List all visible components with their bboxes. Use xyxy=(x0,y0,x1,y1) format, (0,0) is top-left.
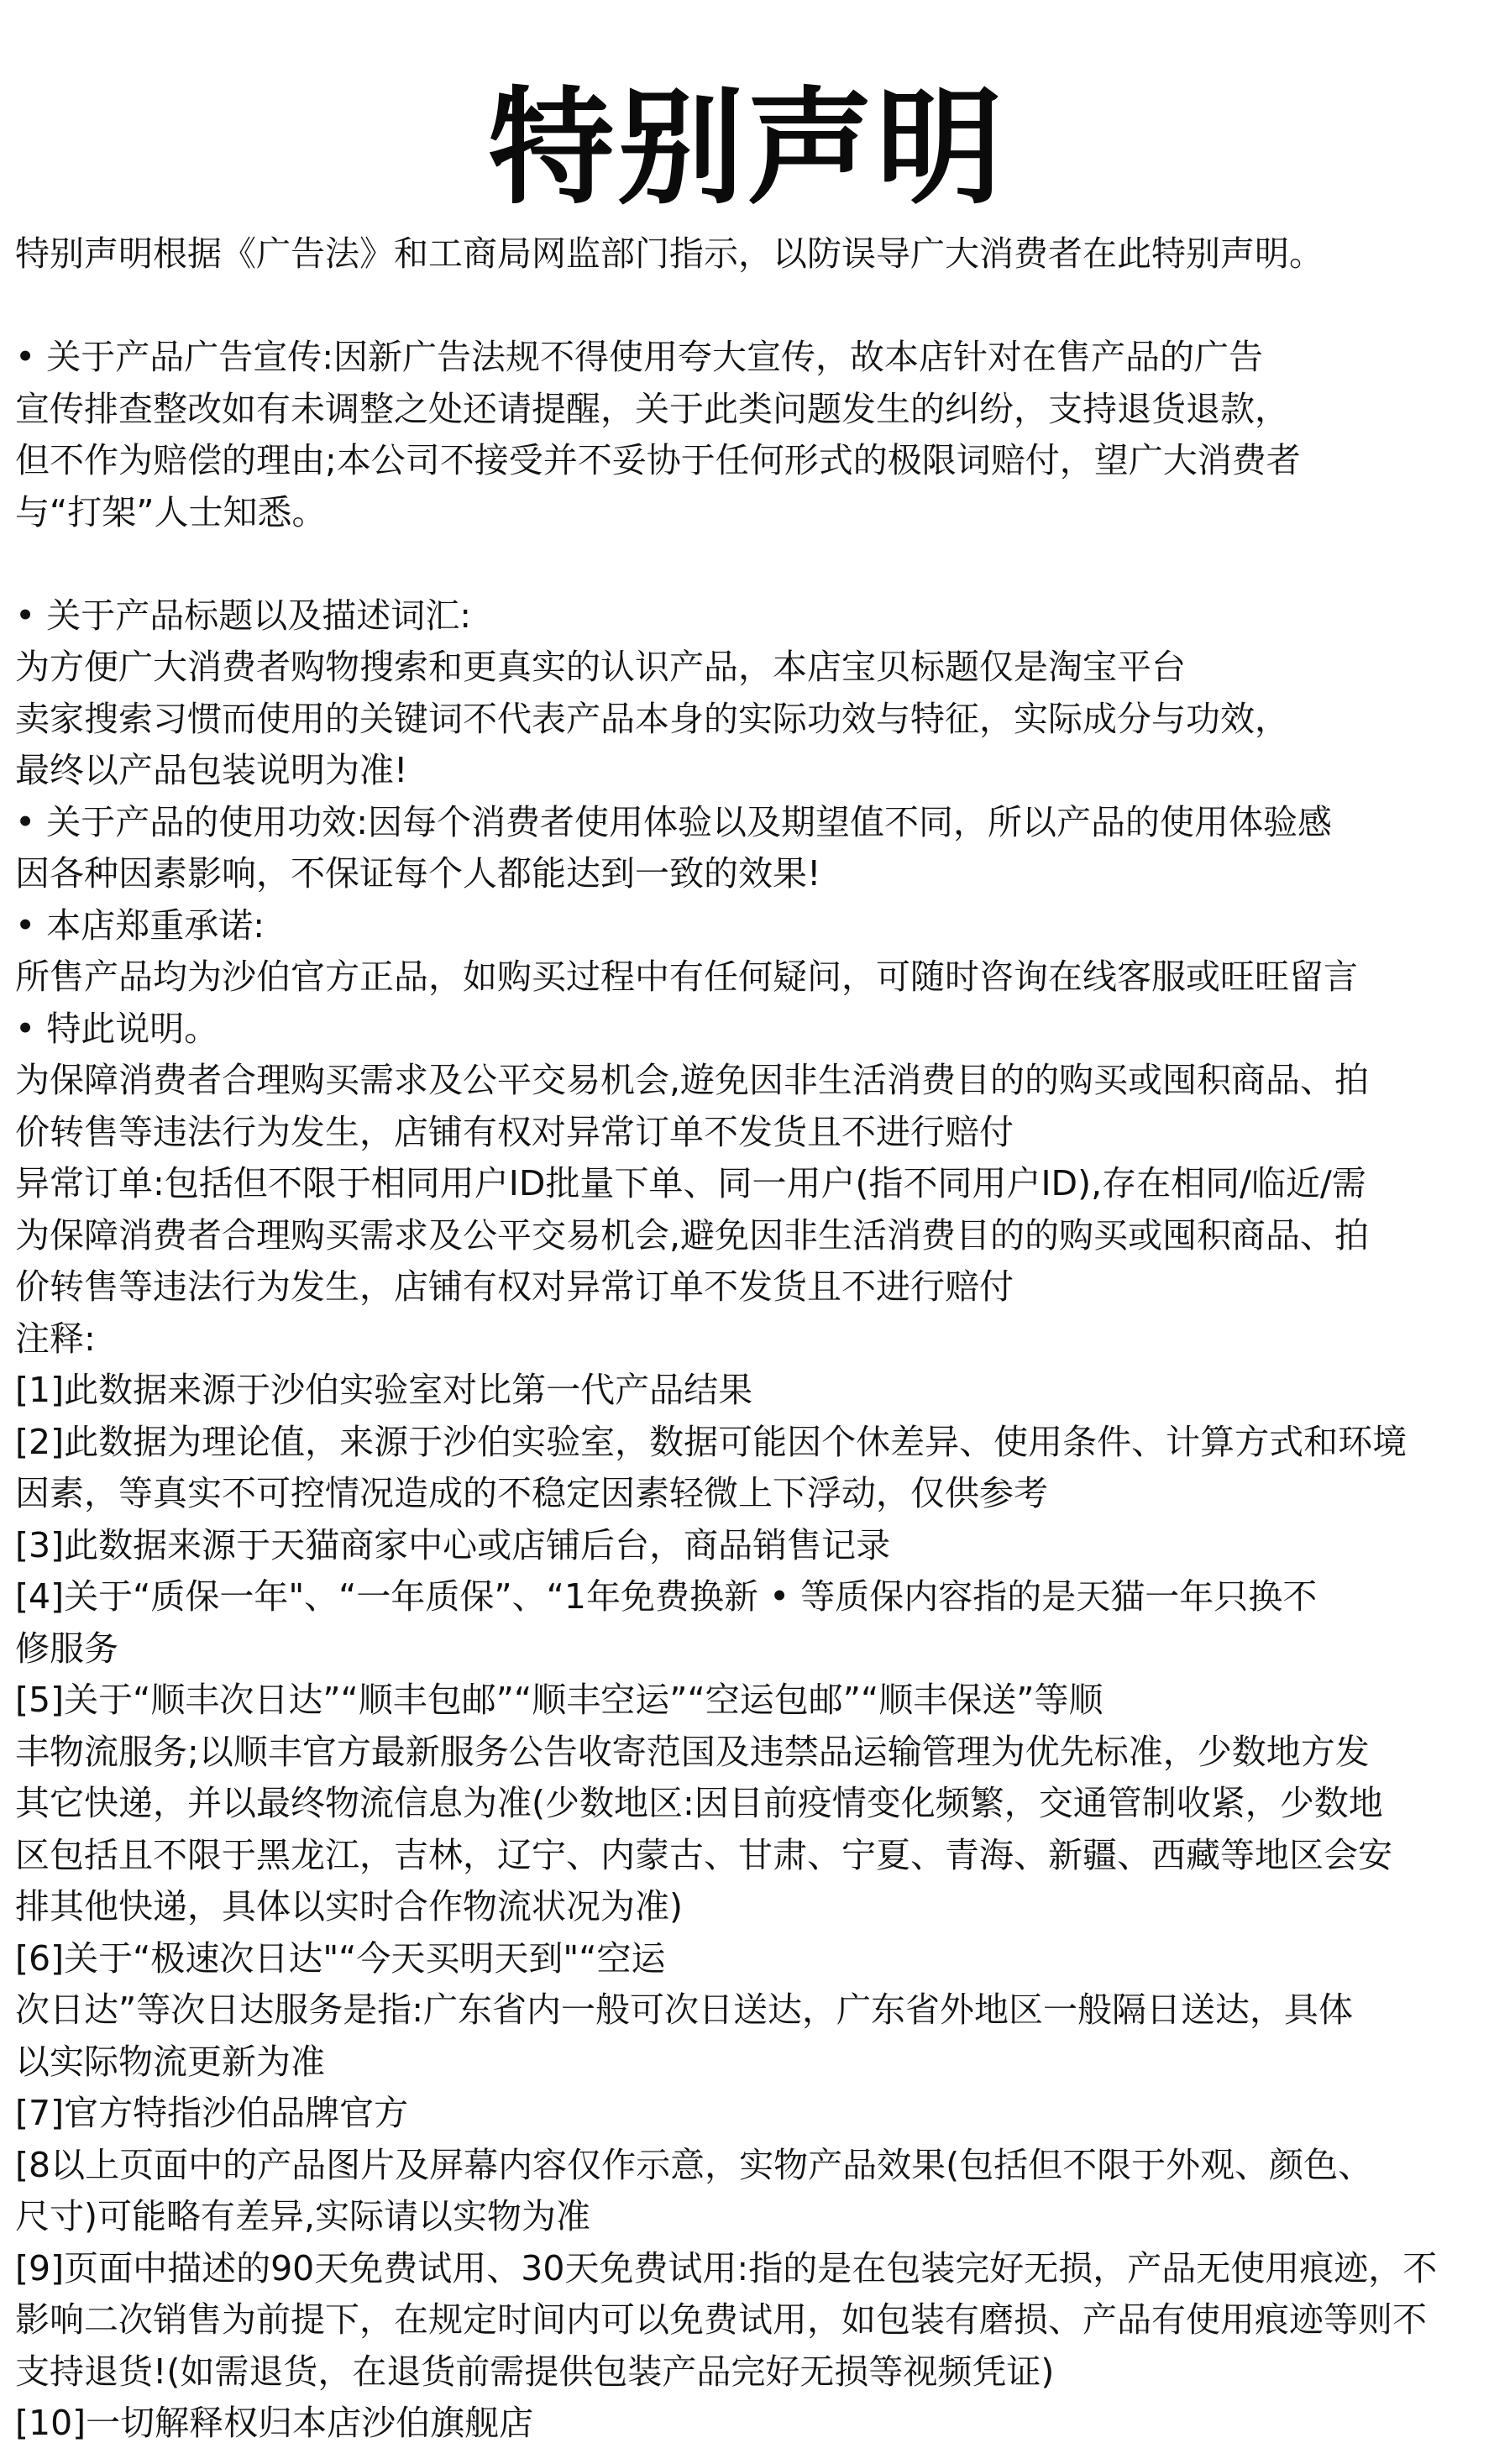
statement-line: • 关于产品的使用功效:因每个消费者使用体验以及期望值不同，所以产品的使用体验感 xyxy=(15,801,1333,842)
statement-line: 所售产品均为沙伯官方正品，如购买过程中有任何疑问，可随时咨询在线客服或旺旺留言 xyxy=(15,957,1358,997)
statement-line: 特别声明根据《广告法》和工商局网监部门指示，以防误导广大消费者在此特别声明。 xyxy=(15,233,1324,274)
statement-line: 异常订单:包括但不限于相同用户ID批量下单、同一用户(指不同用户ID),存在相同/临近/需 xyxy=(15,1163,1366,1203)
statement-line: 价转售等违法行为发生，店铺有权对异常订单不发货且不进行赔付 xyxy=(15,1266,1014,1307)
statement-line: [6]关于“极速次日达"“今天买明天到"“空运 xyxy=(15,1937,666,1979)
statement-line: 最终以产品包装说明为准! xyxy=(15,750,408,790)
statement-line: [1]此数据来源于沙伯实验室对比第一代产品结果 xyxy=(15,1370,753,1410)
statement-line: [2]此数据为理论值，来源于沙伯实验室，数据可能因个休差异、使用条件、计算方式和环境 xyxy=(15,1421,1408,1462)
blank-line xyxy=(15,280,1485,333)
statement-line: 因素，等真实不可控情况造成的不稳定因素轻微上下浮动，仅供参考 xyxy=(15,1473,1048,1513)
statement-line: 区包括且不限于黑龙江，吉林，辽宁、内蒙古、甘肃、宁夏、青海、新疆、西藏等地区会安 xyxy=(15,1834,1392,1875)
statement-line: [7]官方特指沙伯品牌官方 xyxy=(15,2093,409,2133)
statement-line: 为方便广大消费者购物搜索和更真实的认识产品，本店宝贝标题仅是淘宝平台 xyxy=(15,647,1186,687)
statement-line: • 特此说明。 xyxy=(15,1008,219,1049)
statement-line: 宣传排查整改如有未调整之处还请提醒，关于此类问题发生的纠纷，支持退货退款， xyxy=(15,388,1289,429)
statement-line: • 本店郑重承诺: xyxy=(15,904,265,946)
statement-line: • 关于产品标题以及描述词汇: xyxy=(15,595,472,636)
statement-line: 尺寸)可能略有差异,实际请以实物为准 xyxy=(15,2196,591,2236)
statement-line: 以实际物流更新为准 xyxy=(15,2041,325,2082)
statement-line: 支持退货!(如需退货，在退货前需提供包装产品完好无损等视频凭证) xyxy=(15,2351,1055,2392)
statement-line: [3]此数据来源于天猫商家中心或店铺后台，商品销售记录 xyxy=(15,1524,891,1565)
statement-line: [4]关于“质保一年"、“一年质保”、“1年免费换新 • 等质保内容指的是天猫一年只换不 xyxy=(15,1576,1318,1617)
statement-line: 影响二次销售为前提下，在规定时间内可以免费试用，如包装有磨损、产品有使用痕迹等则不 xyxy=(15,2299,1427,2340)
statement-line: 卖家搜索习惯而使用的关键词不代表产品本身的实际功效与特征，实际成分与功效， xyxy=(15,698,1289,739)
statement-line: 丰物流服务;以顺丰官方最新服务公告收寄范国及违禁品运输管理为优先标准，少数地方发 xyxy=(15,1731,1370,1772)
statement-line: 因各种因素影响，不保证每个人都能达到一致的效果! xyxy=(15,853,821,894)
statement-line: 为保障消费者合理购买需求及公平交易机会,避免因非生活消费目的的购买或囤积商品、拍 xyxy=(15,1214,1370,1256)
statement-line: [5]关于“顺丰次日达”“顺丰包邮”“顺丰空运”“空运包邮”“顺丰保送”等顺 xyxy=(15,1680,1103,1720)
statement-line: 修服务 xyxy=(15,1628,118,1669)
statement-line: [8以上页面中的产品图片及屏幕内容仅作示意，实物产品效果(包括但不限于外观、颜色、 xyxy=(15,2144,1373,2185)
statement-line: 注释: xyxy=(15,1318,96,1359)
statement-line: 但不作为赔偿的理由;本公司不接受并不妥协于任何形式的极限词赔付，望广大消费者 xyxy=(15,440,1301,480)
statement-line: [9]页面中描述的90天免费试用、30天免费试用:指的是在包装完好无损，产品无使用痕迹，不 xyxy=(15,2247,1438,2288)
statement-line: 与“打架”人士知悉。 xyxy=(15,491,327,532)
statement-line: 为保障消费者合理购买需求及公平交易机会,遊免因非生活消费目的的购买或囤积商品、拍 xyxy=(15,1060,1370,1100)
statement-line: 次日达”等次日达服务是指:广东省内一般可次日送达，广东省外地区一般隔日送达，具体 xyxy=(15,1990,1354,2030)
page-title: 特别声明 xyxy=(488,76,1006,222)
statement-line: 排其他快递，具体以实时合作物流状况为准) xyxy=(15,1886,683,1927)
blank-line xyxy=(15,538,1485,590)
statement-line: [10]一切解释权归本店沙伯旗舰店 xyxy=(15,2403,534,2443)
statement-body xyxy=(15,228,1485,2450)
statement-line: 价转售等违法行为发生，店铺有权对异常订单不发货且不进行赔付 xyxy=(15,1111,1014,1152)
statement-line: • 关于产品广告宣传:因新广告法规不得使用夸大宣传，故本店针对在售产品的广告 xyxy=(15,337,1264,377)
statement-line: 其它快递，并以最终物流信息为准(少数地区:因目前疫情变化频繁，交通管制收紧，少数地 xyxy=(15,1783,1383,1823)
